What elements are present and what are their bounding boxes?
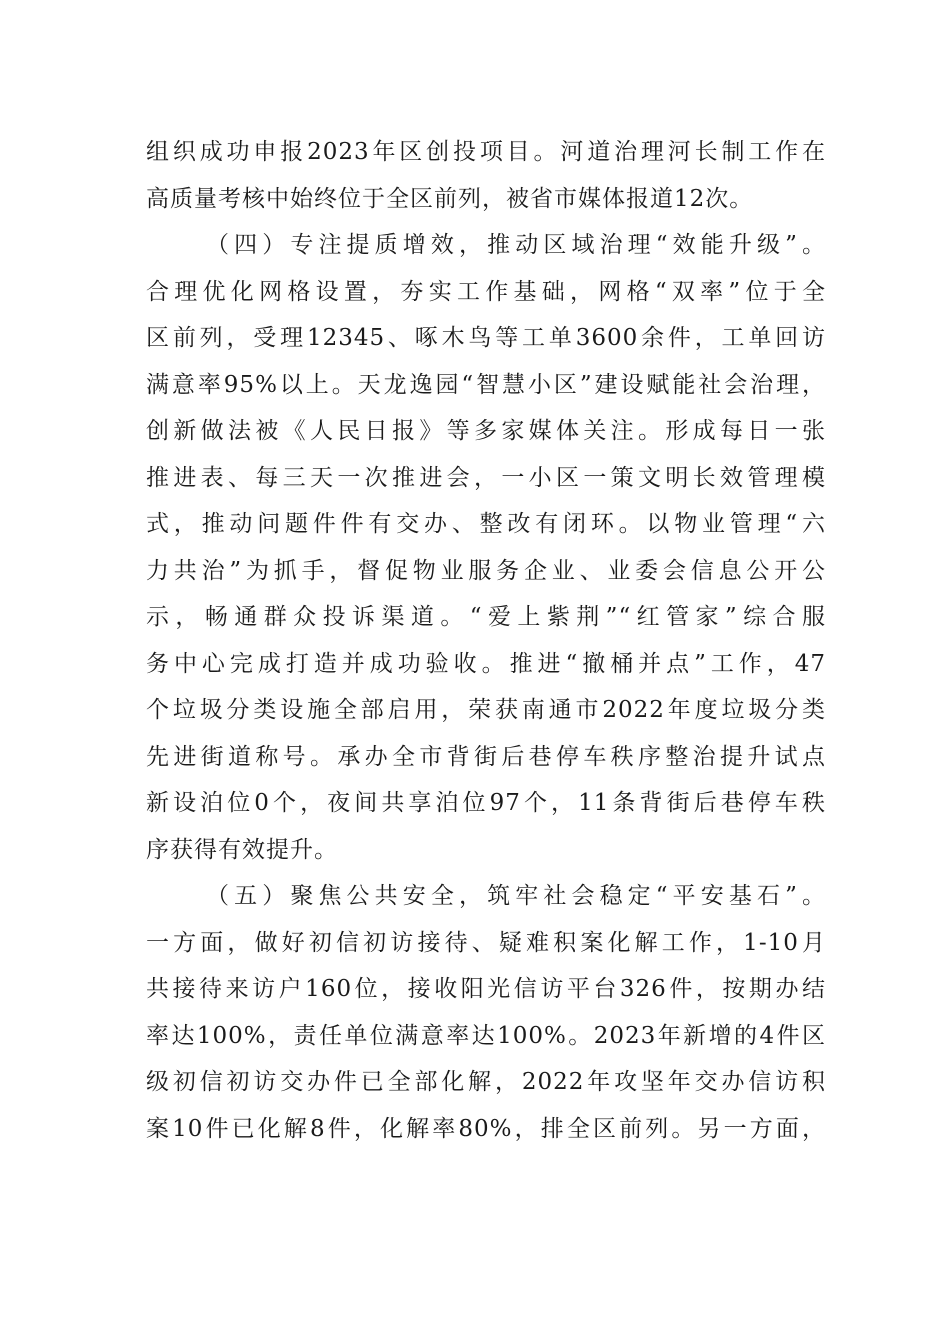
paragraph-heading-line: （五）聚焦公共安全，筑牢社会稳定“平安基石”。 bbox=[206, 883, 826, 909]
text-line: 新设泊位0个，夜间共享泊位97个，11条背街后巷停车秩 bbox=[146, 790, 826, 816]
text-line: 高质量考核中始终位于全区前列，被省市媒体报道12次。 bbox=[146, 185, 754, 212]
text-line: 组织成功申报2023年区创投项目。河道治理河长制工作在 bbox=[146, 139, 826, 165]
paragraph-heading-line: （四）专注提质增效，推动区域治理“效能升级”。 bbox=[206, 232, 826, 258]
text-line: 共接待来访户160位，接收阳光信访平台326件，按期办结 bbox=[146, 976, 826, 1002]
text-line: 示，畅通群众投诉渠道。“爱上紫荆”“红管家”综合服 bbox=[146, 604, 826, 630]
text-line: 合理优化网格设置，夯实工作基础，网格“双率”位于全 bbox=[146, 278, 826, 305]
body-text bbox=[146, 129, 826, 1152]
text-line: 式，推动问题件件有交办、整改有闭环。以物业管理“六 bbox=[146, 511, 826, 537]
text-line: 先进街道称号。承办全市背街后巷停车秩序整治提升试点 bbox=[146, 743, 826, 770]
text-line: 序获得有效提升。 bbox=[146, 836, 338, 863]
text-line: 个垃圾分类设施全部启用，荣获南通市2022年度垃圾分类 bbox=[146, 697, 826, 723]
text-line: 推进表、每三天一次推进会，一小区一策文明长效管理模 bbox=[146, 464, 826, 491]
text-line: 力共治”为抓手，督促物业服务企业、业委会信息公开公 bbox=[146, 557, 826, 584]
text-line: 创新做法被《人民日报》等多家媒体关注。形成每日一张 bbox=[146, 418, 826, 444]
text-line: 级初信初访交办件已全部化解，2022年攻坚年交办信访积 bbox=[146, 1069, 826, 1095]
text-line: 务中心完成打造并成功验收。推进“撤桶并点”工作，47 bbox=[146, 650, 826, 677]
text-line: 一方面，做好初信初访接待、疑难积案化解工作，1-10月 bbox=[146, 929, 826, 956]
text-line: 满意率95%以上。天龙逸园“智慧小区”建设赋能社会治理， bbox=[146, 371, 826, 398]
text-line: 区前列，受理12345、啄木鸟等工单3600余件，工单回访 bbox=[146, 325, 826, 351]
text-line: 率达100%，责任单位满意率达100%。2023年新增的4件区 bbox=[146, 1022, 826, 1049]
text-line: 案10件已化解8件，化解率80%，排全区前列。另一方面， bbox=[146, 1115, 826, 1142]
